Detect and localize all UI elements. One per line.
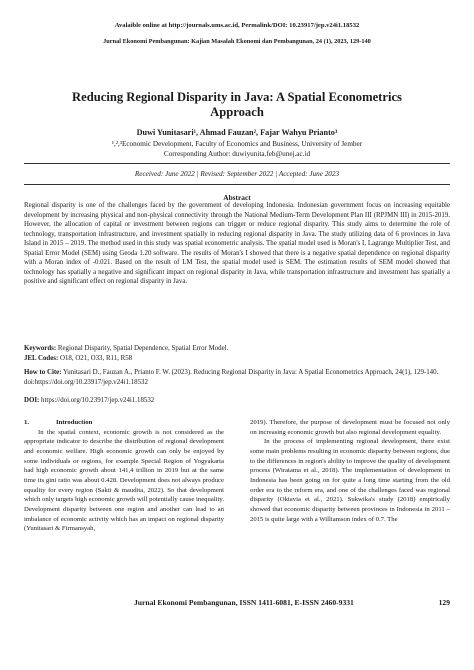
jel-label: JEL Codes: xyxy=(24,354,59,362)
cite-block xyxy=(24,368,450,387)
keywords-value: Regional Disparity, Spatial Dependence, Spatial Error Model. xyxy=(57,345,229,352)
divider-bottom xyxy=(24,184,450,185)
keywords-block xyxy=(24,344,450,363)
footer-journal: Jurnal Ekonomi Pembangunan, ISSN 1411-6081, E-ISSN 2460-9331 xyxy=(134,598,354,607)
divider-top xyxy=(24,163,450,164)
authors: Duwi Yunitasari¹, Ahmad Fauzan², Fajar Wahyu Prianto³ xyxy=(136,128,338,137)
cite-label: How to Cite: xyxy=(24,369,62,376)
doi-link[interactable]: https://doi.org/10.23917/jep.v24i1.18532 xyxy=(41,397,155,404)
right-column xyxy=(250,418,450,524)
journal-line: Jurnal Ekonomi Pembangunan: Kajian Masalah Ekonomi dan Pembangunan, 24 (1), 2023, 129-140 xyxy=(103,38,371,45)
doi-block xyxy=(24,396,450,406)
section-title: Introduction xyxy=(56,419,93,426)
abstract-body: Regional disparity is one of the challenges faced by the government of developing Indonesia. Indonesian government focus on increasing equitable development by increasing physical and non-physical connectivity through the National Medium-Term Development Plan III (RPJMN III) in 2015-2019. However, the allocation of capital or investment between regions can trigger or reduce regional disparity. This study aims to determine the role of technology, transportation infrastructure, and investment spatially in reducing regional disparity in Java. The study utilizing data of 6 provinces in Java Island in 2015 – 2019. The method used in this study was spatial econometric analysis. The spatial model used is Moran's I, Lagrange Multiplier Test, and Spatial Error Model (SEM) using Geoda 1.20 software. The results of Moran's I showed that there is a negative spatial dependence on regional disparity with a Moran index of -0.021. Based on the result of LM Test, the spatial model used is SEM. The estimation results of SEM model showed that technology has spatially a negative and significant impact on regional disparity in Java, while transportation infrastructure and investment has spatially a positive and significant effect on regional disparity in Java. xyxy=(24,202,450,286)
right-paragraph-2: In the process of implementing regional development, there exist some main problems resulting in economic disparity between regions, due to the differences in region's ability to improve the quality of development process (Wiratama et al., 2018). The implementation of development in Indonesia has been going on for quite a long time starting from the old order era to the reform era, and one of the challenges faced was regional disparity (Oktavia et al., 2021). Sukwika's study (2018) empirically showed that economic disparity between provinces in Indonesia in 2011 – 2015 is quite large with a Williamson index of 0.7. The xyxy=(250,438,450,523)
submission-dates: Received: June 2022 | Revised: September 2022 | Accepted: June 2023 xyxy=(134,170,340,178)
left-column xyxy=(24,418,224,534)
cite-value[interactable]: Yunitasari D., Fauzan A., Prianto F. W. (2023). Reducing Regional Disparity in Java: A Spatial Econometrics Approach, 24(1), 129-140. doi:https://doi.org/10.23917/jep.v24i1.18532 xyxy=(24,369,439,386)
affiliation: ¹,²,³Economic Development, Faculty of Economics and Business, University of Jember xyxy=(111,140,363,148)
jel-value: O18, O21, O33, R11, R58 xyxy=(60,354,133,362)
doi-label: DOI: xyxy=(24,397,40,404)
page-number: 129 xyxy=(438,598,450,607)
section-number: 1. xyxy=(24,419,30,426)
paper-title: Reducing Regional Disparity in Java: A Spatial Econometrics Approach xyxy=(72,90,402,119)
right-paragraph-1: 2019). Therefore, the purpose of development must be focused not only on increasing economic growth but also regional development equality. xyxy=(250,419,450,436)
keywords-label: Keywords: xyxy=(24,345,57,352)
availability-line: Avalaible online at http://journals.ums.ac.id, Permalink/DOI: 10.23917/jep.v24i1.18532 xyxy=(114,22,360,29)
corresponding-author: Corresponding Author: duwiyunita.feb@unej.ac.id xyxy=(163,150,311,158)
affiliation-block xyxy=(0,139,474,159)
section-heading xyxy=(24,418,224,428)
left-paragraph-1: In the spatial context, economic growth is not considered as the appropriate indicator to describe the distribution of regional development and economic welfare. High economic growth can only be enjoyed by some individuals or regions, for example Special Region of Yogyakarta had high economic growth about 141,4 trillion in 2019 but at the same time its gini ratio was about 0.428. Development does not always produce equality for every region (Sakti & maudita, 2022). So that development which only targets high economic growth will potentially cause inequality. Development disparity between one region and another can lead to an imbalance of economic activity which has an impact on regional disparity (Yunitasari & Firmansyah, xyxy=(24,428,224,533)
abstract-heading: Abstract xyxy=(223,193,251,202)
